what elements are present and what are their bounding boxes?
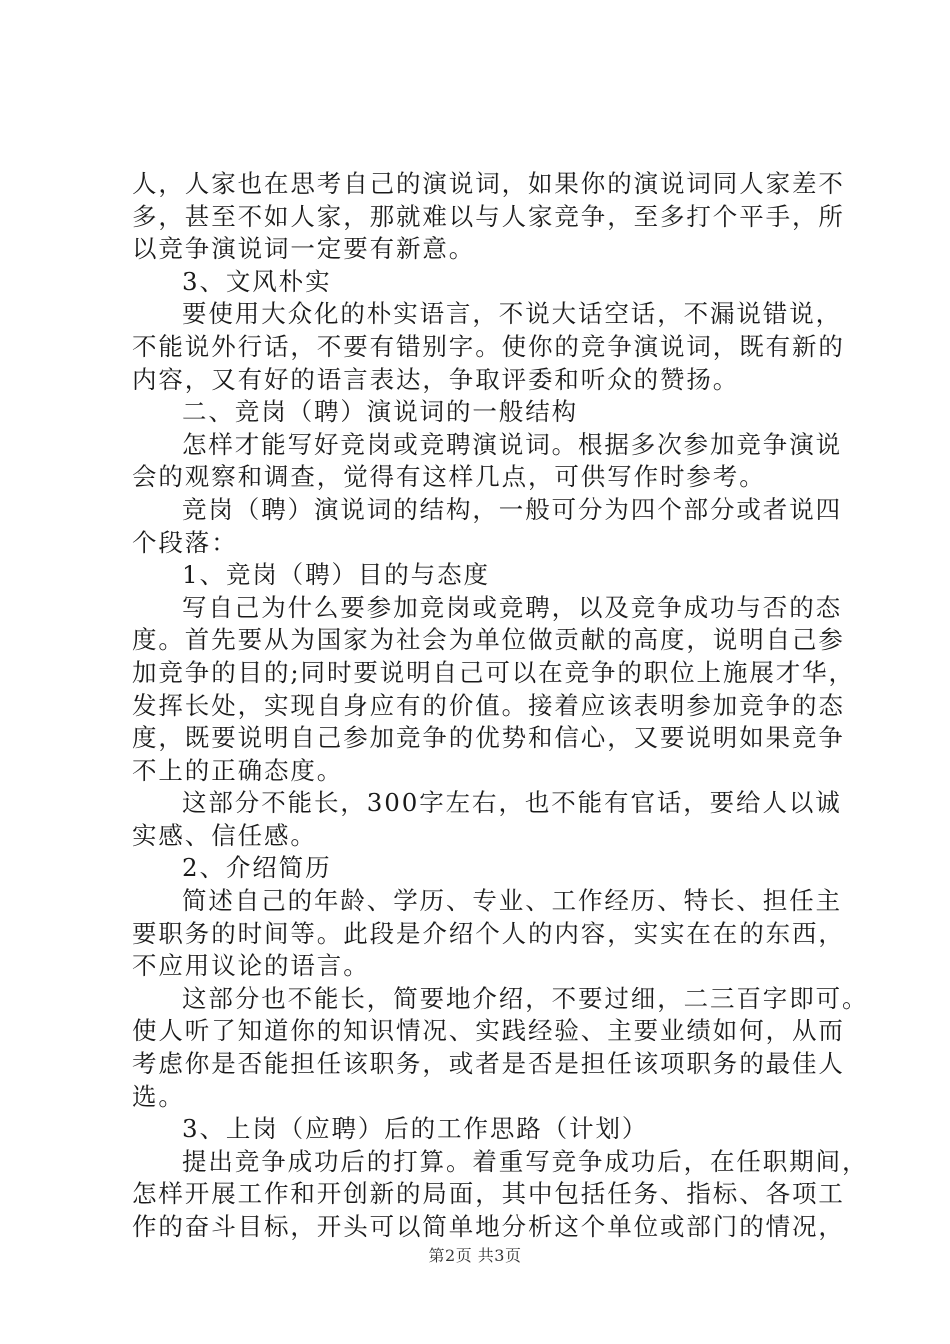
- text-line: 这部分不能长，300字左右，也不能有官话，要给人以诚: [182, 788, 842, 818]
- text-line: 3、上岗（应聘）后的工作思路（计划）: [182, 1114, 649, 1144]
- text-line: 使人听了知道你的知识情况、实践经验、主要业绩如何，从而: [132, 1016, 845, 1046]
- text-line: 个段落：: [132, 527, 238, 557]
- text-line: 竞岗（聘）演说词的结构，一般可分为四个部分或者说四: [182, 494, 842, 524]
- text-line: 人，人家也在思考自己的演说词，如果你的演说词同人家差不: [132, 169, 845, 198]
- text-line: 考虑你是否能担任该职务，或者是否是担任该项职务的最佳人: [132, 1049, 845, 1079]
- text-line: 3、文风朴实: [182, 266, 332, 296]
- text-line: 加竞争的目的;同时要说明自己可以在竞争的职位上施展才华，: [132, 657, 855, 687]
- text-line: 写自己为什么要参加竞岗或竞聘，以及竞争成功与否的态: [182, 592, 842, 622]
- text-line: 多，甚至不如人家，那就难以与人家竞争，至多打个平手，所: [132, 201, 845, 231]
- text-line: 作的奋斗目标，开头可以简单地分析这个单位或部门的情况，: [132, 1212, 845, 1241]
- text-line: 不应用议论的语言。: [132, 951, 370, 981]
- text-line: 2、介绍简历: [182, 853, 332, 883]
- text-line: 不上的正确态度。: [132, 755, 344, 785]
- text-line: 要职务的时间等。此段是介绍个人的内容，实实在在的东西，: [132, 918, 845, 948]
- text-line: 二、竞岗（聘）演说词的一般结构: [182, 397, 578, 427]
- text-line: 选。: [132, 1081, 185, 1111]
- page-footer: 第2页 共3页: [428, 1246, 522, 1265]
- document-body: [132, 168, 869, 1244]
- text-line: 怎样开展工作和开创新的局面，其中包括任务、指标、各项工: [132, 1179, 845, 1209]
- text-line: 度，既要说明自己参加竞争的优势和信心，又要说明如果竞争: [132, 723, 845, 753]
- text-line: 简述自己的年龄、学历、专业、工作经历、特长、担任主: [182, 886, 842, 916]
- text-line: 1、竞岗（聘）目的与态度: [182, 560, 490, 590]
- text-line: 要使用大众化的朴实语言，不说大话空话，不漏说错说，: [182, 299, 842, 329]
- text-line: 实感、信任感。: [132, 820, 317, 850]
- text-line: 以竞争演说词一定要有新意。: [132, 234, 476, 264]
- text-line: 提出竞争成功后的打算。着重写竞争成功后，在任职期间，: [182, 1146, 869, 1176]
- text-line: 怎样才能写好竞岗或竞聘演说词。根据多次参加竞争演说: [182, 429, 842, 459]
- text-line: 不能说外行话，不要有错别字。使你的竞争演说词，既有新的: [132, 331, 845, 361]
- text-line: 会的观察和调查，觉得有这样几点，可供写作时参考。: [132, 462, 766, 492]
- text-line: 发挥长处，实现自身应有的价值。接着应该表明参加竞争的态: [132, 690, 845, 720]
- text-line: 度。首先要从为国家为社会为单位做贡献的高度，说明自己参: [132, 625, 845, 655]
- text-line: 这部分也不能长，简要地介绍，不要过细，二三百字即可。: [182, 983, 869, 1013]
- text-line: 内容，又有好的语言表达，争取评委和听众的赞扬。: [132, 364, 740, 394]
